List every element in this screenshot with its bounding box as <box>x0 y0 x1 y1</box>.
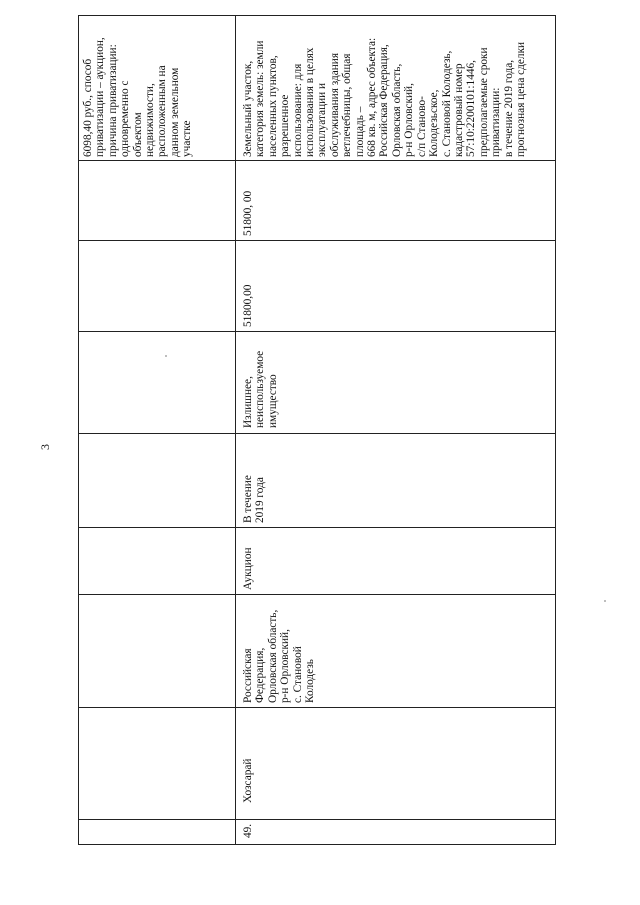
row-number: 49. <box>242 823 254 838</box>
scan-speck <box>604 600 606 602</box>
table-column-border <box>78 160 556 161</box>
object-name: Хозсарай <box>242 758 254 803</box>
prev-row-land-description: 6098,40 руб., способ приватизации – аукцион, причина приватизации: одновременно с объектом недвижимости, расположенным на данном земельном участке <box>82 37 194 157</box>
table-row-border <box>78 15 79 845</box>
table-column-border <box>78 819 556 820</box>
privatization-method: Аукцион <box>242 547 254 590</box>
table-column-border <box>78 15 556 16</box>
privatization-reason: Излишнее, неиспользуемое имущество <box>242 350 279 428</box>
table-column-border <box>78 594 556 595</box>
forecast-value: 51800, 00 <box>242 190 254 236</box>
table-row-border <box>555 15 556 845</box>
table-column-border <box>78 331 556 332</box>
page-number: 3 <box>38 444 52 450</box>
table-column-border <box>78 707 556 708</box>
table-column-border <box>78 433 556 434</box>
table-column-border <box>78 844 556 845</box>
table-column-border <box>78 527 556 528</box>
scan-speck <box>165 355 167 357</box>
table-row-border <box>235 15 236 845</box>
land-plot-description: Земельный участок, категория земель: земли населенных пунктов, разрешенное использование: для использования в целях эксплуатации и обслуживания здания ветлечебницы, общая площадь – 668 кв. м, адрес объекта: Российская Федерация, Орловская область, р-н Орловский, с/п Станово- Колодезьское, с. Становой Колодезь, кадастровый номер 57:10:2200101:1446, предполагаемые сроки приватизации: в течение 2019 года, прогнозная цена сделки <box>242 37 527 157</box>
initial-value: 51800,00 <box>242 284 254 327</box>
object-address: Российская Федерация, Орловская область, р-н Орловский, с. Становой Колодезь <box>242 609 317 703</box>
privatization-period: В течение 2019 года <box>242 475 267 523</box>
table-column-border <box>78 240 556 241</box>
